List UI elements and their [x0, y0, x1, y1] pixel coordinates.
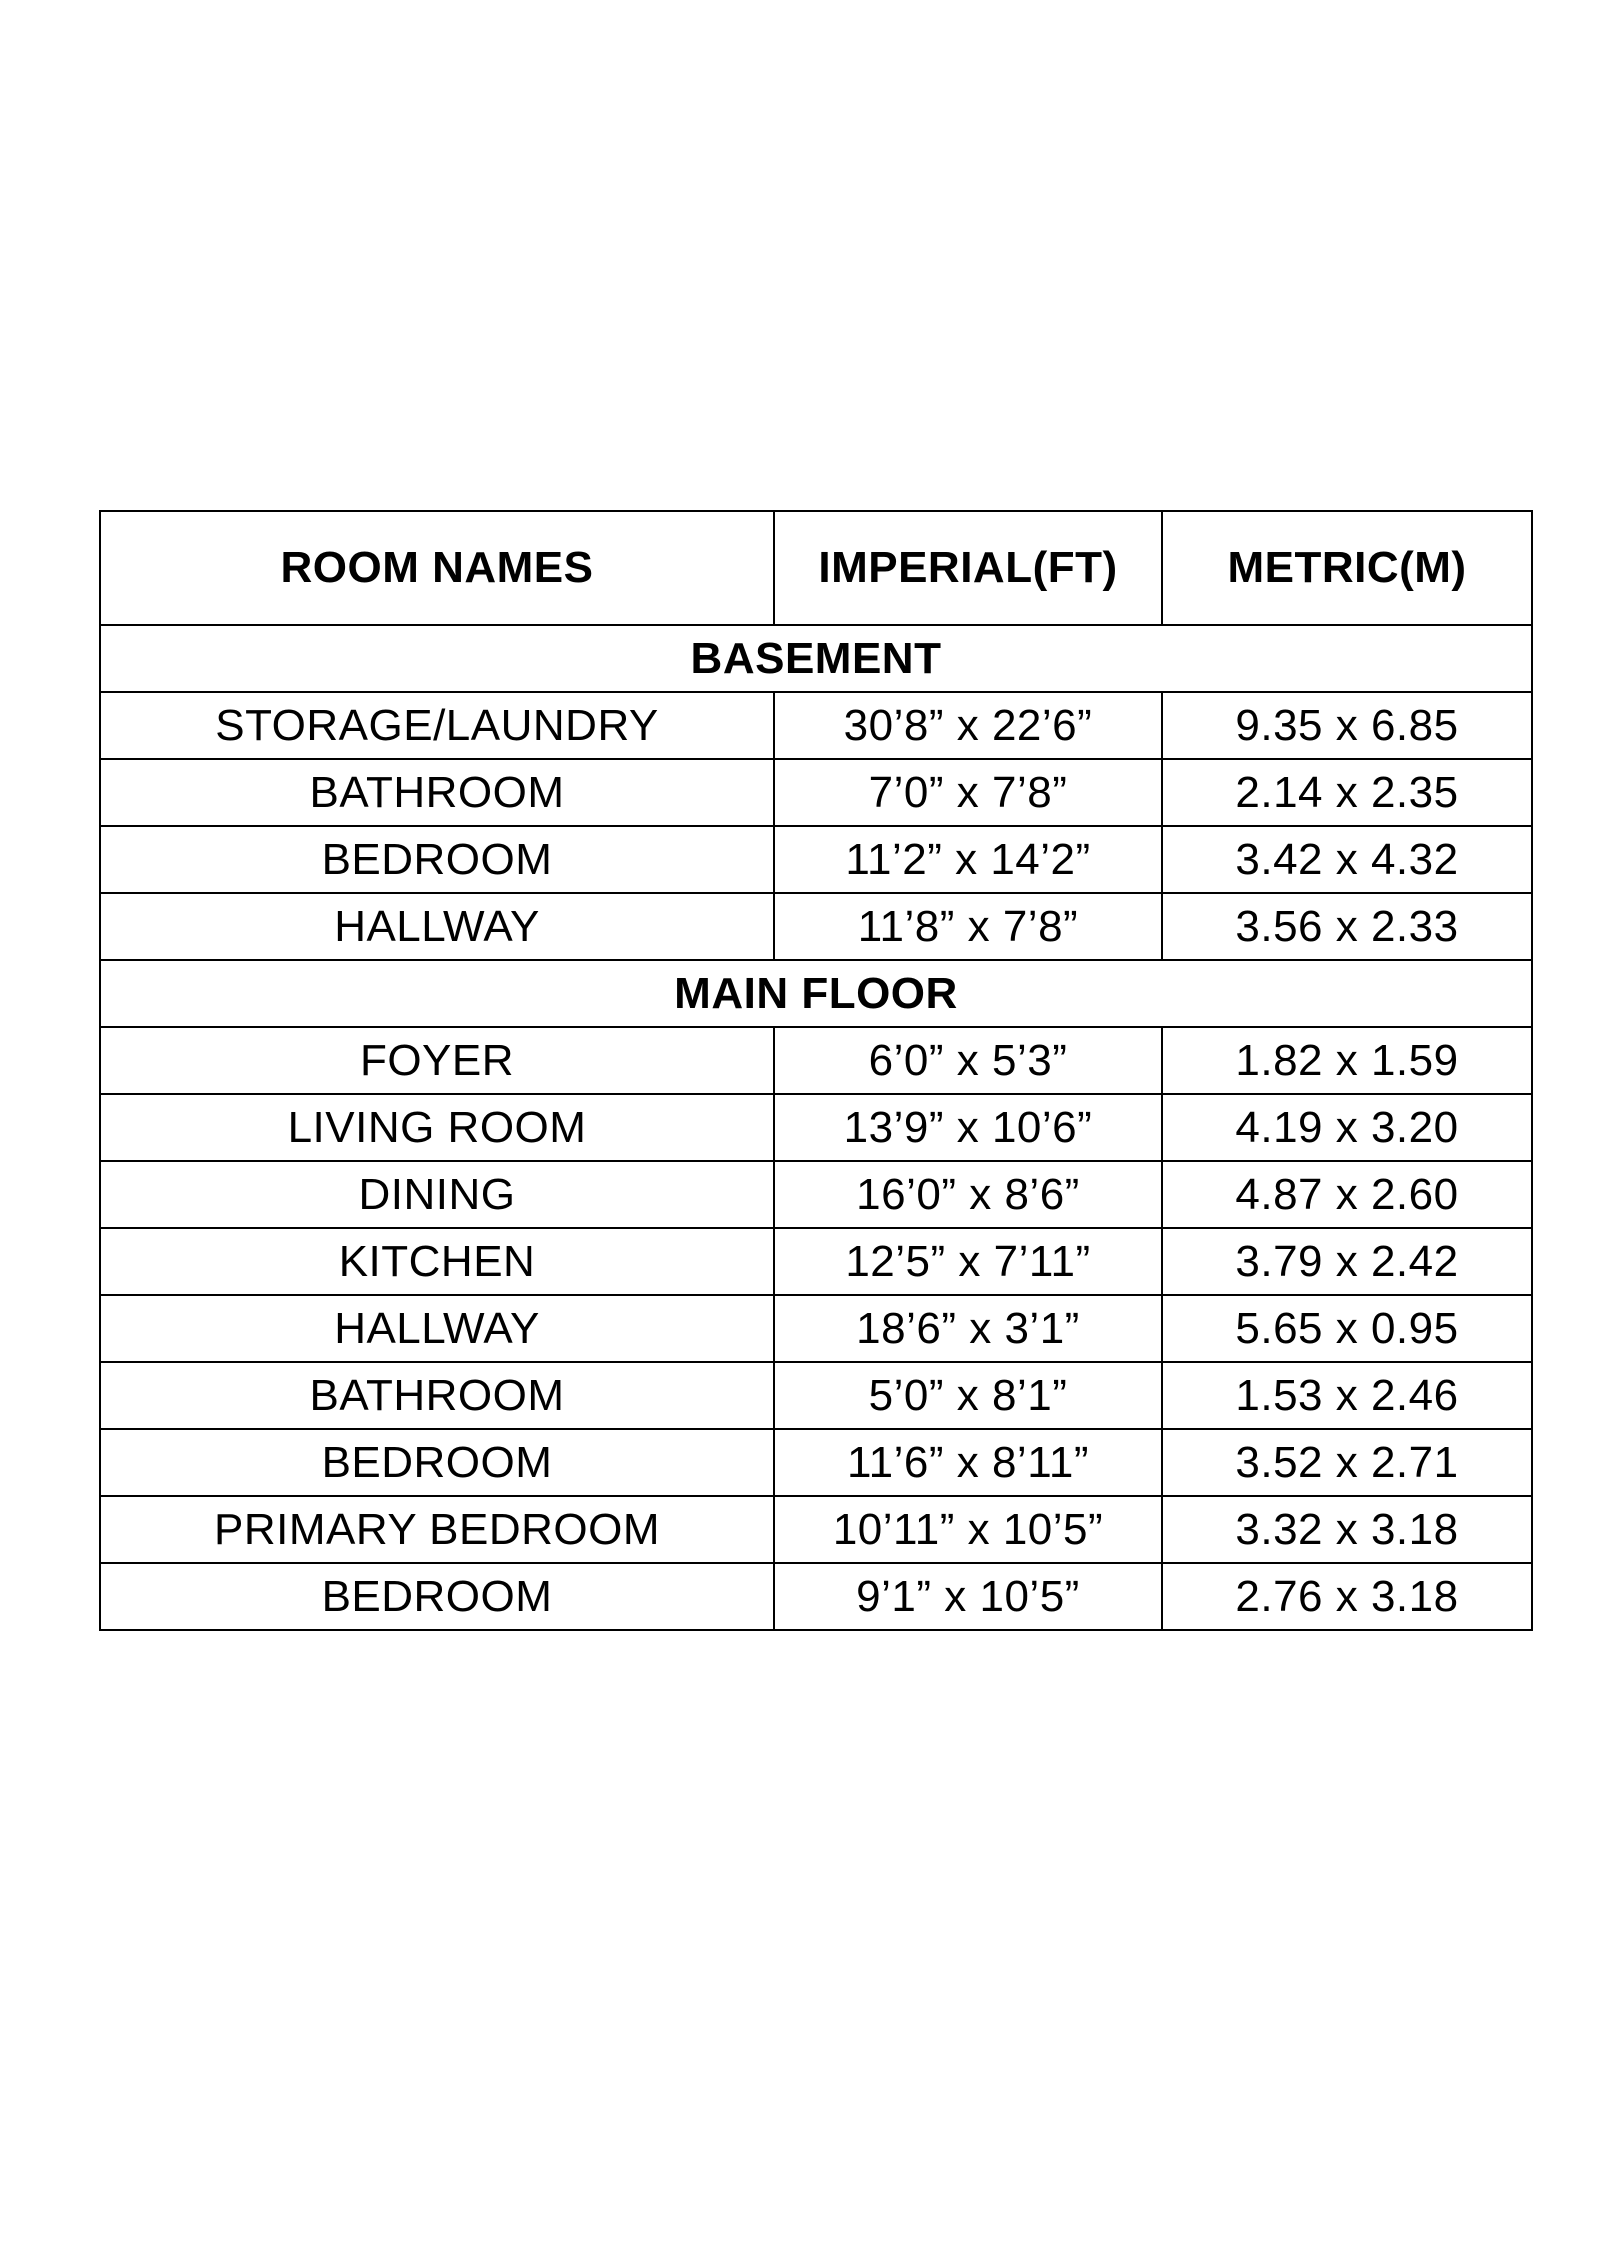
room-name-cell: KITCHEN — [100, 1228, 774, 1295]
imperial-cell: 5’0” x 8’1” — [774, 1362, 1162, 1429]
table-body — [100, 625, 1532, 1630]
header-metric: METRIC(M) — [1162, 511, 1532, 625]
metric-cell: 9.35 x 6.85 — [1162, 692, 1532, 759]
imperial-cell: 11’2” x 14’2” — [774, 826, 1162, 893]
metric-cell: 4.19 x 3.20 — [1162, 1094, 1532, 1161]
metric-cell: 3.52 x 2.71 — [1162, 1429, 1532, 1496]
table-header-row — [100, 511, 1532, 625]
imperial-cell: 12’5” x 7’11” — [774, 1228, 1162, 1295]
imperial-cell: 10’11” x 10’5” — [774, 1496, 1162, 1563]
section-title: BASEMENT — [100, 625, 1532, 692]
table-row — [100, 1563, 1532, 1630]
room-name-cell: STORAGE/LAUNDRY — [100, 692, 774, 759]
metric-cell: 3.32 x 3.18 — [1162, 1496, 1532, 1563]
room-name-cell: BATHROOM — [100, 759, 774, 826]
metric-cell: 3.79 x 2.42 — [1162, 1228, 1532, 1295]
imperial-cell: 7’0” x 7’8” — [774, 759, 1162, 826]
section-row — [100, 960, 1532, 1027]
imperial-cell: 18’6” x 3’1” — [774, 1295, 1162, 1362]
table-row — [100, 1027, 1532, 1094]
room-name-cell: BEDROOM — [100, 826, 774, 893]
table-row — [100, 1496, 1532, 1563]
table-row — [100, 759, 1532, 826]
table-row — [100, 893, 1532, 960]
imperial-cell: 11’8” x 7’8” — [774, 893, 1162, 960]
room-dimensions-table — [99, 510, 1533, 1631]
room-dimensions-sheet — [99, 510, 1531, 1631]
room-name-cell: BATHROOM — [100, 1362, 774, 1429]
room-name-cell: BEDROOM — [100, 1429, 774, 1496]
metric-cell: 1.53 x 2.46 — [1162, 1362, 1532, 1429]
imperial-cell: 13’9” x 10’6” — [774, 1094, 1162, 1161]
table-row — [100, 1429, 1532, 1496]
metric-cell: 3.42 x 4.32 — [1162, 826, 1532, 893]
room-name-cell: LIVING ROOM — [100, 1094, 774, 1161]
metric-cell: 2.76 x 3.18 — [1162, 1563, 1532, 1630]
room-name-cell: DINING — [100, 1161, 774, 1228]
room-name-cell: PRIMARY BEDROOM — [100, 1496, 774, 1563]
section-row — [100, 625, 1532, 692]
imperial-cell: 30’8” x 22’6” — [774, 692, 1162, 759]
table-row — [100, 1228, 1532, 1295]
room-name-cell: HALLWAY — [100, 1295, 774, 1362]
table-row — [100, 1161, 1532, 1228]
imperial-cell: 6’0” x 5’3” — [774, 1027, 1162, 1094]
room-name-cell: BEDROOM — [100, 1563, 774, 1630]
table-row — [100, 1295, 1532, 1362]
imperial-cell: 9’1” x 10’5” — [774, 1563, 1162, 1630]
metric-cell: 2.14 x 2.35 — [1162, 759, 1532, 826]
imperial-cell: 16’0” x 8’6” — [774, 1161, 1162, 1228]
room-name-cell: HALLWAY — [100, 893, 774, 960]
header-room-names: ROOM NAMES — [100, 511, 774, 625]
metric-cell: 1.82 x 1.59 — [1162, 1027, 1532, 1094]
header-imperial: IMPERIAL(FT) — [774, 511, 1162, 625]
table-row — [100, 1094, 1532, 1161]
table-row — [100, 826, 1532, 893]
metric-cell: 4.87 x 2.60 — [1162, 1161, 1532, 1228]
table-row — [100, 1362, 1532, 1429]
metric-cell: 3.56 x 2.33 — [1162, 893, 1532, 960]
table-row — [100, 692, 1532, 759]
room-name-cell: FOYER — [100, 1027, 774, 1094]
metric-cell: 5.65 x 0.95 — [1162, 1295, 1532, 1362]
section-title: MAIN FLOOR — [100, 960, 1532, 1027]
imperial-cell: 11’6” x 8’11” — [774, 1429, 1162, 1496]
